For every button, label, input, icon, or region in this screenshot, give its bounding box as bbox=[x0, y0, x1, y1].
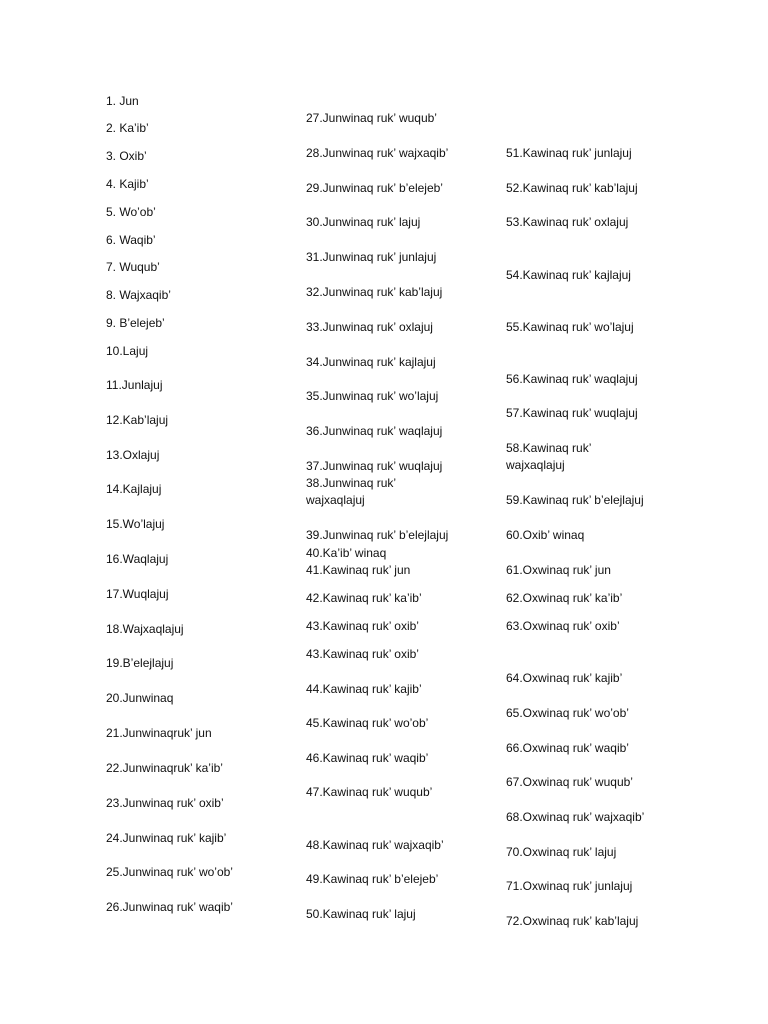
list-item: 18.Wajxaqlajuj bbox=[106, 622, 184, 636]
list-item: 51.Kawinaq ruk’ junlajuj bbox=[506, 146, 632, 160]
list-item: 23.Junwinaq ruk’ oxib’ bbox=[106, 796, 224, 810]
list-item: 10.Lajuj bbox=[106, 344, 149, 358]
list-item: 29.Junwinaq ruk’ b’elejeb’ bbox=[306, 181, 443, 195]
list-item: 20.Junwinaq bbox=[106, 691, 174, 705]
list-item: 42.Kawinaq ruk’ ka’ib’ bbox=[306, 591, 422, 605]
list-item: 61.Oxwinaq ruk’ jun bbox=[506, 563, 611, 577]
list-item: 7. Wuqub’ bbox=[106, 260, 160, 274]
list-item: 5. Wo’ob’ bbox=[106, 205, 156, 219]
list-item: 43.Kawinaq ruk’ oxib’ bbox=[306, 647, 419, 661]
list-item: 56.Kawinaq ruk’ waqlajuj bbox=[506, 372, 638, 386]
list-item: 47.Kawinaq ruk’ wuqub’ bbox=[306, 785, 433, 799]
list-item: 48.Kawinaq ruk’ wajxaqib’ bbox=[306, 838, 444, 852]
list-item: 63.Oxwinaq ruk’ oxib’ bbox=[506, 619, 620, 633]
list-item: 49.Kawinaq ruk’ b’elejeb’ bbox=[306, 872, 439, 886]
list-item: 59.Kawinaq ruk’ b’elejlajuj bbox=[506, 493, 644, 507]
list-item: 43.Kawinaq ruk’ oxib’ bbox=[306, 619, 419, 633]
list-item: 50.Kawinaq ruk’ lajuj bbox=[306, 907, 416, 921]
list-item: 58.Kawinaq ruk’ wajxaqlajuj bbox=[506, 441, 591, 472]
list-item: 25.Junwinaq ruk’ wo’ob’ bbox=[106, 865, 233, 879]
list-item: 24.Junwinaq ruk’ kajib’ bbox=[106, 831, 227, 845]
list-item: 30.Junwinaq ruk’ lajuj bbox=[306, 215, 421, 229]
list-item: 40.Ka’ib’ winaq bbox=[306, 546, 387, 560]
list-item: 35.Junwinaq ruk’ wo’lajuj bbox=[306, 389, 439, 403]
list-item: 3. Oxib’ bbox=[106, 149, 147, 163]
list-item: 37.Junwinaq ruk’ wuqlajuj bbox=[306, 459, 443, 473]
list-item: 65.Oxwinaq ruk’ wo’ob’ bbox=[506, 706, 629, 720]
list-item: 44.Kawinaq ruk’ kajib’ bbox=[306, 682, 422, 696]
list-item: 15.Wo’lajuj bbox=[106, 517, 165, 531]
list-item: 27.Junwinaq ruk’ wuqub’ bbox=[306, 111, 437, 125]
list-item: 45.Kawinaq ruk’ wo’ob’ bbox=[306, 716, 429, 730]
list-item: 31.Junwinaq ruk’ junlajuj bbox=[306, 250, 437, 264]
list-item: 6. Waqib’ bbox=[106, 233, 156, 247]
list-item: 72.Oxwinaq ruk’ kab’lajuj bbox=[506, 914, 639, 928]
list-item: 9. B’elejeb’ bbox=[106, 316, 165, 330]
list-item: 17.Wuqlajuj bbox=[106, 587, 169, 601]
list-item: 41.Kawinaq ruk’ jun bbox=[306, 563, 411, 577]
list-item: 22.Junwinaqruk’ ka’ib’ bbox=[106, 761, 223, 775]
list-item: 28.Junwinaq ruk’ wajxaqib’ bbox=[306, 146, 449, 160]
list-item: 1. Jun bbox=[106, 94, 139, 108]
list-item: 39.Junwinaq ruk’ b’elejlajuj bbox=[306, 528, 449, 542]
list-item: 38.Junwinaq ruk’ wajxaqlajuj bbox=[306, 476, 396, 507]
list-item: 46.Kawinaq ruk’ waqib’ bbox=[306, 751, 429, 765]
list-item: 32.Junwinaq ruk’ kab’lajuj bbox=[306, 285, 443, 299]
list-item: 11.Junlajuj bbox=[106, 378, 163, 392]
list-item: 33.Junwinaq ruk’ oxlajuj bbox=[306, 320, 433, 334]
list-item: 52.Kawinaq ruk’ kab’lajuj bbox=[506, 181, 638, 195]
list-item: 64.Oxwinaq ruk’ kajib’ bbox=[506, 671, 623, 685]
list-item: 16.Waqlajuj bbox=[106, 552, 169, 566]
list-item: 71.Oxwinaq ruk’ junlajuj bbox=[506, 879, 633, 893]
list-item: 66.Oxwinaq ruk’ waqib’ bbox=[506, 741, 629, 755]
list-item: 13.Oxlajuj bbox=[106, 448, 160, 462]
list-item: 54.Kawinaq ruk’ kajlajuj bbox=[506, 268, 631, 282]
list-item: 36.Junwinaq ruk’ waqlajuj bbox=[306, 424, 443, 438]
list-item: 34.Junwinaq ruk’ kajlajuj bbox=[306, 355, 436, 369]
list-item: 67.Oxwinaq ruk’ wuqub’ bbox=[506, 775, 633, 789]
list-item: 14.Kajlajuj bbox=[106, 482, 162, 496]
list-item: 2. Ka’ib’ bbox=[106, 121, 149, 135]
list-item: 68.Oxwinaq ruk’ wajxaqib’ bbox=[506, 810, 645, 824]
list-item: 12.Kab’lajuj bbox=[106, 413, 169, 427]
list-item: 8. Wajxaqib’ bbox=[106, 288, 171, 302]
list-item: 53.Kawinaq ruk’ oxlajuj bbox=[506, 215, 629, 229]
list-item: 55.Kawinaq ruk’ wo’lajuj bbox=[506, 320, 634, 334]
list-item: 21.Junwinaqruk’ jun bbox=[106, 726, 212, 740]
list-item: 26.Junwinaq ruk’ waqib’ bbox=[106, 900, 233, 914]
list-item: 60.Oxib’ winaq bbox=[506, 528, 585, 542]
list-item: 57.Kawinaq ruk’ wuqlajuj bbox=[506, 406, 638, 420]
list-item: 19.B’elejlajuj bbox=[106, 656, 174, 670]
list-item: 62.Oxwinaq ruk’ ka’ib’ bbox=[506, 591, 623, 605]
list-item: 70.Oxwinaq ruk’ lajuj bbox=[506, 845, 617, 859]
list-item: 4. Kajib’ bbox=[106, 177, 149, 191]
